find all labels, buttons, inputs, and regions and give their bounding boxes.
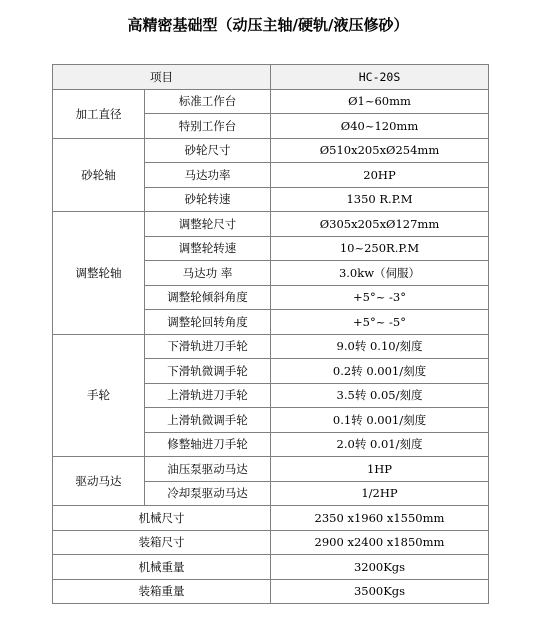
- spec-value: 10~250R.P.M: [271, 236, 489, 261]
- spec-label: 砂轮转速: [145, 187, 271, 212]
- spec-label: 上滑轨进刀手轮: [145, 383, 271, 408]
- spec-label: 装箱尺寸: [53, 530, 271, 555]
- table-row: [53, 579, 489, 604]
- spec-value: 1HP: [271, 457, 489, 482]
- spec-label: 马达功 率: [145, 261, 271, 286]
- page-title: 高精密基础型（动压主轴/硬轨/液压修砂）: [127, 16, 409, 34]
- spec-value: 0.2转 0.001/刻度: [271, 359, 489, 384]
- spec-value: 1/2HP: [271, 481, 489, 506]
- table-row: [53, 334, 489, 359]
- spec-value: Ø305x205xØ127mm: [271, 212, 489, 237]
- spec-value: 3200Kgs: [271, 555, 489, 580]
- spec-value: 1350 R.P.M: [271, 187, 489, 212]
- spec-label: 调整轮倾斜角度: [145, 285, 271, 310]
- spec-value: 20HP: [271, 163, 489, 188]
- spec-value: 9.0转 0.10/刻度: [271, 334, 489, 359]
- spec-value: +5°~ -5°: [271, 310, 489, 335]
- table-row: [53, 89, 489, 114]
- spec-label: 上滑轨微调手轮: [145, 408, 271, 433]
- table-header-row: [53, 65, 489, 90]
- table-row: [53, 212, 489, 237]
- spec-table-body: [53, 65, 489, 604]
- spec-label: 调整轮尺寸: [145, 212, 271, 237]
- spec-label: 调整轮回转角度: [145, 310, 271, 335]
- header-model: HC-20S: [271, 65, 489, 90]
- table-row: [53, 138, 489, 163]
- spec-label: 机械尺寸: [53, 506, 271, 531]
- spec-label: 砂轮尺寸: [145, 138, 271, 163]
- group-label: 驱动马达: [53, 457, 145, 506]
- table-row: [53, 506, 489, 531]
- spec-value: 3.0kw（伺服）: [271, 261, 489, 286]
- spec-label: 特别工作台: [145, 114, 271, 139]
- spec-label: 装箱重量: [53, 579, 271, 604]
- spec-label: 马达功率: [145, 163, 271, 188]
- spec-value: 0.1转 0.001/刻度: [271, 408, 489, 433]
- group-label: 砂轮轴: [53, 138, 145, 212]
- spec-label: 油压泵驱动马达: [145, 457, 271, 482]
- group-label: 加工直径: [53, 89, 145, 138]
- spec-table: [52, 64, 489, 604]
- spec-value: 2900 x2400 x1850mm: [271, 530, 489, 555]
- spec-label: 下滑轨进刀手轮: [145, 334, 271, 359]
- table-row: [53, 457, 489, 482]
- spec-label: 冷却泵驱动马达: [145, 481, 271, 506]
- spec-label: 修整轴进刀手轮: [145, 432, 271, 457]
- table-row: [53, 530, 489, 555]
- spec-value: 3500Kgs: [271, 579, 489, 604]
- group-label: 调整轮轴: [53, 212, 145, 335]
- spec-value: 3.5转 0.05/刻度: [271, 383, 489, 408]
- header-item: 项目: [53, 65, 271, 90]
- spec-label: 机械重量: [53, 555, 271, 580]
- spec-label: 调整轮转速: [145, 236, 271, 261]
- spec-value: Ø1~60mm: [271, 89, 489, 114]
- spec-value: +5°~ -3°: [271, 285, 489, 310]
- group-label: 手轮: [53, 334, 145, 457]
- spec-label: 标准工作台: [145, 89, 271, 114]
- spec-value: 2350 x1960 x1550mm: [271, 506, 489, 531]
- table-row: [53, 555, 489, 580]
- spec-value: 2.0转 0.01/刻度: [271, 432, 489, 457]
- spec-value: Ø40~120mm: [271, 114, 489, 139]
- spec-value: Ø510x205xØ254mm: [271, 138, 489, 163]
- spec-label: 下滑轨微调手轮: [145, 359, 271, 384]
